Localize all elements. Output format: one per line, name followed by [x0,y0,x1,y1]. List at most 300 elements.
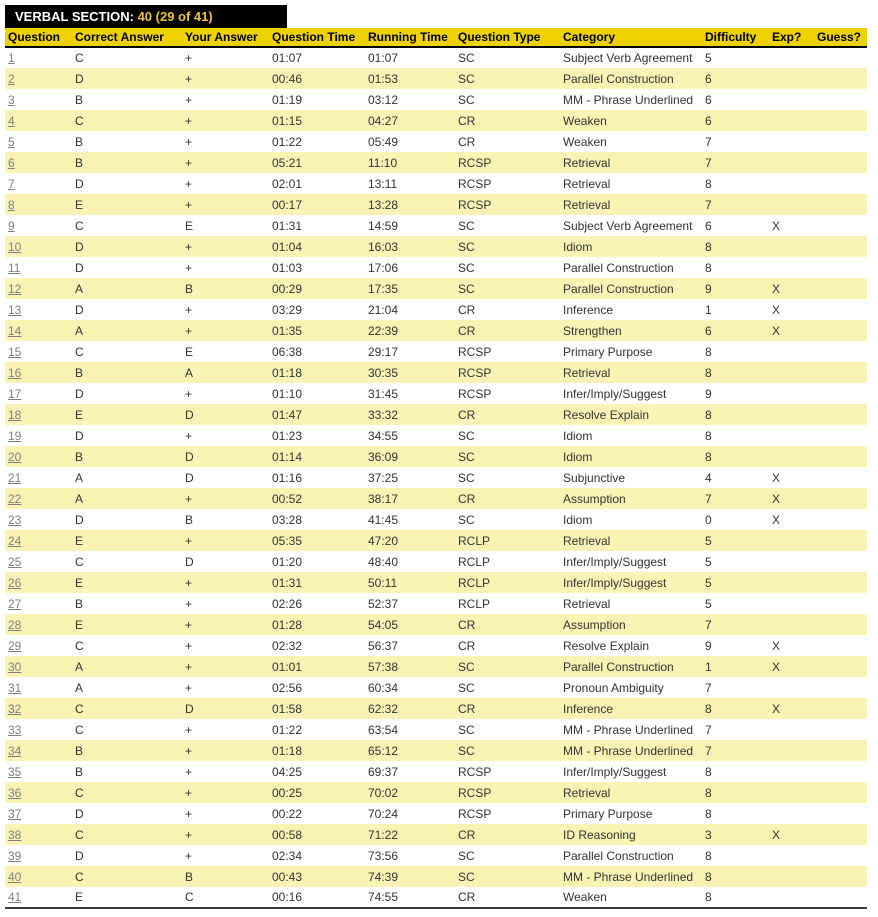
question_type-cell: RCSP [455,152,560,173]
question_time-cell: 01:15 [269,110,365,131]
correct_answer-cell: B [72,131,182,152]
question-link[interactable]: 26 [8,575,22,590]
question-link[interactable]: 3 [8,92,15,107]
running_time-cell: 71:22 [365,824,455,845]
question_type-cell: SC [455,845,560,866]
your_answer-cell: + [182,656,269,677]
table-row [5,740,867,761]
guess-cell [814,404,867,425]
question-link[interactable]: 9 [8,218,15,233]
question-cell [5,383,72,404]
category-cell: Strengthen [560,320,702,341]
question-link[interactable]: 23 [8,512,22,527]
question-link[interactable]: 24 [8,533,22,548]
question-link[interactable]: 2 [8,71,15,86]
question-link[interactable]: 22 [8,491,22,506]
question_type-cell: SC [455,68,560,89]
table-row [5,782,867,803]
your_answer-cell: + [182,152,269,173]
question-link[interactable]: 15 [8,344,22,359]
exp-cell [769,740,814,761]
question-cell [5,362,72,383]
table-row [5,257,867,278]
your_answer-cell: + [182,68,269,89]
your_answer-cell: + [182,488,269,509]
question-cell [5,299,72,320]
category-cell: Parallel Construction [560,257,702,278]
question-link[interactable]: 7 [8,176,15,191]
question-link[interactable]: 4 [8,113,15,128]
category-cell: Infer/Imply/Suggest [560,761,702,782]
running_time-cell: 74:39 [365,866,455,887]
running_time-cell: 41:45 [365,509,455,530]
question_type-cell: CR [455,131,560,152]
category-cell: Subjunctive [560,467,702,488]
category-cell: ID Reasoning [560,824,702,845]
question_time-cell: 01:04 [269,236,365,257]
question-cell [5,614,72,635]
running_time-cell: 17:35 [365,278,455,299]
exp-cell: X [769,635,814,656]
question-cell [5,887,72,908]
guess-cell [814,362,867,383]
question_time-cell: 02:01 [269,173,365,194]
guess-cell [814,257,867,278]
question_time-cell: 03:28 [269,509,365,530]
question-cell [5,635,72,656]
question-cell [5,173,72,194]
question_type-cell: CR [455,110,560,131]
question_type-cell: RCSP [455,761,560,782]
question-cell [5,593,72,614]
running_time-cell: 69:37 [365,761,455,782]
your_answer-cell: + [182,425,269,446]
difficulty-cell: 3 [702,824,769,845]
question_type-cell: SC [455,509,560,530]
question-cell [5,131,72,152]
running_time-cell: 73:56 [365,845,455,866]
question-link[interactable]: 20 [8,449,22,464]
guess-cell [814,89,867,110]
question_time-cell: 00:16 [269,887,365,908]
question_time-cell: 00:22 [269,803,365,824]
question-link[interactable]: 6 [8,155,15,170]
your_answer-cell: + [182,761,269,782]
difficulty-cell: 8 [702,845,769,866]
difficulty-cell: 8 [702,803,769,824]
exp-cell [769,761,814,782]
question_type-cell: RCLP [455,593,560,614]
running_time-cell: 31:45 [365,383,455,404]
column-header-category: Category [560,28,702,47]
exp-cell [769,572,814,593]
category-cell: Idiom [560,446,702,467]
guess-cell [814,467,867,488]
question_type-cell: RCSP [455,803,560,824]
exp-cell [769,677,814,698]
question_type-cell: SC [455,467,560,488]
running_time-cell: 36:09 [365,446,455,467]
correct_answer-cell: A [72,488,182,509]
your_answer-cell: D [182,404,269,425]
question-cell [5,257,72,278]
table-row [5,824,867,845]
question-link[interactable]: 14 [8,323,22,338]
question_type-cell: CR [455,635,560,656]
exp-cell [769,887,814,908]
exp-cell [769,782,814,803]
question-cell [5,803,72,824]
table-row [5,677,867,698]
running_time-cell: 38:17 [365,488,455,509]
question-cell [5,824,72,845]
your_answer-cell: + [182,131,269,152]
difficulty-cell: 8 [702,887,769,908]
question-cell [5,425,72,446]
guess-cell [814,614,867,635]
running_time-cell: 13:11 [365,173,455,194]
exp-cell: X [769,299,814,320]
question_type-cell: SC [455,866,560,887]
question-link[interactable]: 33 [8,722,22,737]
running_time-cell: 74:55 [365,887,455,908]
exp-cell: X [769,698,814,719]
exp-cell [769,131,814,152]
your_answer-cell: + [182,845,269,866]
table-row [5,215,867,236]
difficulty-cell: 5 [702,551,769,572]
difficulty-cell: 6 [702,320,769,341]
exp-cell: X [769,656,814,677]
question_time-cell: 01:20 [269,551,365,572]
question-cell [5,845,72,866]
question-link[interactable]: 36 [8,785,22,800]
category-cell: Parallel Construction [560,845,702,866]
question_time-cell: 01:16 [269,467,365,488]
running_time-cell: 47:20 [365,530,455,551]
question-link[interactable]: 39 [8,848,22,863]
your_answer-cell: D [182,467,269,488]
table-row [5,278,867,299]
question-link[interactable]: 12 [8,281,22,296]
category-cell: Assumption [560,488,702,509]
table-row [5,341,867,362]
difficulty-cell: 6 [702,215,769,236]
running_time-cell: 13:28 [365,194,455,215]
question-link[interactable]: 30 [8,659,22,674]
exp-cell [769,719,814,740]
category-cell: Primary Purpose [560,341,702,362]
category-cell: Retrieval [560,530,702,551]
running_time-cell: 11:10 [365,152,455,173]
category-cell: MM - Phrase Underlined [560,89,702,110]
question_type-cell: CR [455,824,560,845]
table-row [5,719,867,740]
correct_answer-cell: A [72,278,182,299]
guess-cell [814,509,867,530]
correct_answer-cell: C [72,719,182,740]
table-row [5,593,867,614]
difficulty-cell: 1 [702,299,769,320]
question_time-cell: 04:25 [269,761,365,782]
question_time-cell: 01:28 [269,614,365,635]
category-cell: MM - Phrase Underlined [560,740,702,761]
question_time-cell: 01:35 [269,320,365,341]
exp-cell: X [769,509,814,530]
guess-cell [814,341,867,362]
correct_answer-cell: D [72,173,182,194]
your_answer-cell: C [182,887,269,908]
difficulty-cell: 7 [702,194,769,215]
guess-cell [814,677,867,698]
category-cell: Retrieval [560,593,702,614]
question-link[interactable]: 21 [8,470,22,485]
correct_answer-cell: D [72,509,182,530]
difficulty-cell: 5 [702,47,769,68]
question_type-cell: CR [455,320,560,341]
running_time-cell: 34:55 [365,425,455,446]
question_type-cell: SC [455,215,560,236]
question-link[interactable]: 41 [8,890,22,904]
your_answer-cell: + [182,677,269,698]
question-cell [5,467,72,488]
exp-cell [769,110,814,131]
question_type-cell: CR [455,887,560,908]
question-link[interactable]: 16 [8,365,22,380]
question_time-cell: 01:22 [269,719,365,740]
question_time-cell: 01:23 [269,425,365,446]
question_time-cell: 01:01 [269,656,365,677]
question-link[interactable]: 10 [8,239,22,254]
correct_answer-cell: A [72,677,182,698]
guess-cell [814,215,867,236]
exp-cell [769,551,814,572]
your_answer-cell: + [182,572,269,593]
correct_answer-cell: B [72,740,182,761]
question-link[interactable]: 38 [8,827,22,842]
question_type-cell: CR [455,404,560,425]
your_answer-cell: + [182,257,269,278]
question_time-cell: 01:07 [269,47,365,68]
difficulty-cell: 8 [702,362,769,383]
results-table-body [5,47,867,908]
difficulty-cell: 8 [702,257,769,278]
question_type-cell: RCSP [455,362,560,383]
table-row [5,761,867,782]
question-link[interactable]: 5 [8,134,15,149]
difficulty-cell: 7 [702,152,769,173]
your_answer-cell: A [182,362,269,383]
guess-cell [814,824,867,845]
difficulty-cell: 8 [702,236,769,257]
running_time-cell: 65:12 [365,740,455,761]
table-row [5,845,867,866]
your_answer-cell: + [182,110,269,131]
guess-cell [814,488,867,509]
question-cell [5,446,72,467]
correct_answer-cell: C [72,782,182,803]
question-cell [5,152,72,173]
exp-cell [769,341,814,362]
difficulty-cell: 1 [702,656,769,677]
column-header-question: Question [5,28,72,47]
correct_answer-cell: D [72,425,182,446]
question-link[interactable]: 27 [8,596,22,611]
difficulty-cell: 8 [702,173,769,194]
category-cell: Infer/Imply/Suggest [560,551,702,572]
guess-cell [814,551,867,572]
guess-cell [814,110,867,131]
question-link[interactable]: 35 [8,764,22,779]
question-link[interactable]: 25 [8,554,22,569]
correct_answer-cell: C [72,551,182,572]
difficulty-cell: 4 [702,467,769,488]
question-cell [5,89,72,110]
question-cell [5,488,72,509]
your_answer-cell: + [182,89,269,110]
question-cell [5,866,72,887]
question_time-cell: 01:31 [269,572,365,593]
running_time-cell: 48:40 [365,551,455,572]
exp-cell: X [769,278,814,299]
column-header-difficulty: Difficulty [702,28,769,47]
table-row [5,614,867,635]
category-cell: Retrieval [560,194,702,215]
exp-cell [769,194,814,215]
guess-cell [814,803,867,824]
correct_answer-cell: C [72,341,182,362]
correct_answer-cell: D [72,383,182,404]
question_time-cell: 01:31 [269,215,365,236]
category-cell: Inference [560,299,702,320]
question_type-cell: SC [455,89,560,110]
guess-cell [814,635,867,656]
question-link[interactable]: 34 [8,743,22,758]
question_type-cell: SC [455,656,560,677]
question-cell [5,530,72,551]
exp-cell: X [769,467,814,488]
your_answer-cell: E [182,341,269,362]
your_answer-cell: + [182,236,269,257]
question-link[interactable]: 32 [8,701,22,716]
question_type-cell: RCSP [455,341,560,362]
category-cell: Resolve Explain [560,404,702,425]
question_time-cell: 01:18 [269,740,365,761]
question_type-cell: SC [455,719,560,740]
correct_answer-cell: B [72,593,182,614]
your_answer-cell: + [182,782,269,803]
question_type-cell: SC [455,446,560,467]
question_time-cell: 00:25 [269,782,365,803]
question-link[interactable]: 31 [8,680,22,695]
question_time-cell: 00:52 [269,488,365,509]
question-cell [5,194,72,215]
question_time-cell: 01:10 [269,383,365,404]
guess-cell [814,698,867,719]
running_time-cell: 33:32 [365,404,455,425]
your_answer-cell: D [182,698,269,719]
correct_answer-cell: A [72,656,182,677]
question_type-cell: SC [455,278,560,299]
your_answer-cell: + [182,635,269,656]
question_time-cell: 02:56 [269,677,365,698]
question_type-cell: RCLP [455,551,560,572]
running_time-cell: 03:12 [365,89,455,110]
category-cell: Retrieval [560,782,702,803]
table-row [5,152,867,173]
category-cell: Resolve Explain [560,635,702,656]
table-row [5,362,867,383]
question-link[interactable]: 11 [8,260,21,275]
correct_answer-cell: B [72,89,182,110]
difficulty-cell: 6 [702,89,769,110]
question-link[interactable]: 13 [8,302,22,317]
correct_answer-cell: D [72,236,182,257]
running_time-cell: 14:59 [365,215,455,236]
correct_answer-cell: E [72,887,182,908]
question-link[interactable]: 17 [8,386,22,401]
question_time-cell: 02:34 [269,845,365,866]
question-link[interactable]: 37 [8,806,22,821]
difficulty-cell: 8 [702,866,769,887]
guess-cell [814,782,867,803]
exp-cell [769,362,814,383]
your_answer-cell: + [182,173,269,194]
category-cell: Inference [560,698,702,719]
guess-cell [814,47,867,68]
question_time-cell: 00:17 [269,194,365,215]
exp-cell [769,47,814,68]
question-link[interactable]: 8 [8,197,15,212]
category-cell: Parallel Construction [560,656,702,677]
correct_answer-cell: B [72,152,182,173]
running_time-cell: 57:38 [365,656,455,677]
table-row [5,698,867,719]
category-cell: MM - Phrase Underlined [560,866,702,887]
question-link[interactable]: 29 [8,638,22,653]
question_type-cell: SC [455,236,560,257]
running_time-cell: 04:27 [365,110,455,131]
guess-cell [814,887,867,908]
difficulty-cell: 7 [702,719,769,740]
your_answer-cell: B [182,509,269,530]
category-cell: Infer/Imply/Suggest [560,572,702,593]
table-row [5,320,867,341]
exp-cell: X [769,320,814,341]
question-link[interactable]: 28 [8,617,22,632]
table-row [5,635,867,656]
running_time-cell: 22:39 [365,320,455,341]
question-link[interactable]: 18 [8,407,22,422]
question-link[interactable]: 19 [8,428,22,443]
column-header-question_type: Question Type [455,28,560,47]
question_time-cell: 01:14 [269,446,365,467]
guess-cell [814,68,867,89]
question_time-cell: 01:47 [269,404,365,425]
question_time-cell: 05:35 [269,530,365,551]
running_time-cell: 05:49 [365,131,455,152]
running_time-cell: 16:03 [365,236,455,257]
table-row [5,509,867,530]
guess-cell [814,173,867,194]
guess-cell [814,593,867,614]
question-link[interactable]: 1 [8,51,15,65]
exp-cell [769,152,814,173]
guess-cell [814,194,867,215]
column-header-your_answer: Your Answer [182,28,269,47]
category-cell: MM - Phrase Underlined [560,719,702,740]
question-link[interactable]: 40 [8,869,22,884]
